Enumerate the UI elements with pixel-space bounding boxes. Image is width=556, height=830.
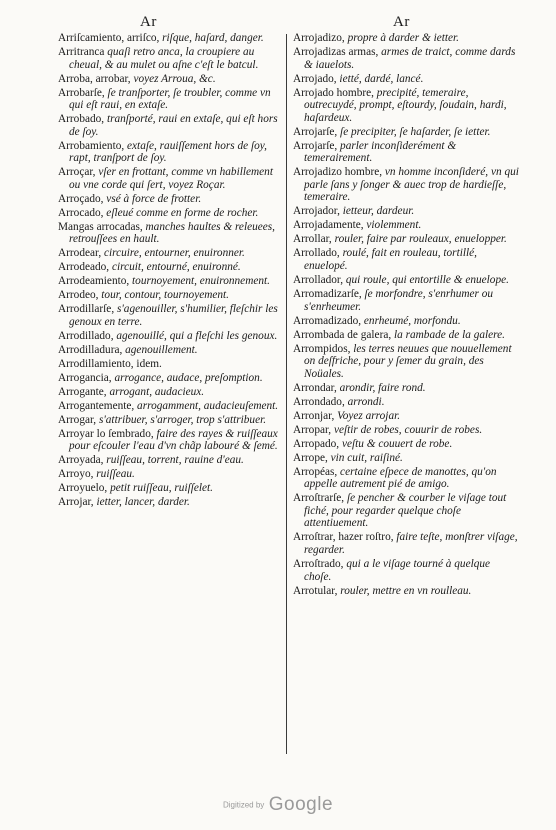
- entry-headword: Arrope,: [293, 451, 328, 464]
- dictionary-entry: [293, 233, 519, 246]
- dictionary-entry: [58, 289, 280, 302]
- dictionary-entry: [58, 207, 280, 220]
- dictionary-entry: [58, 193, 280, 206]
- entry-definition: precipité, temeraire, outrecuydé, prompt, eſtourdy, ſoudain, hardi, haſardeux.: [304, 86, 507, 124]
- dictionary-entry: [293, 466, 519, 491]
- entry-headword: Arrodillamiento, idem.: [58, 357, 162, 370]
- entry-headword: Arrompidos,: [293, 342, 351, 355]
- dictionary-entry: [58, 330, 280, 343]
- entry-definition: rouler, faire par rouleaux, enuelopper.: [331, 233, 507, 246]
- entry-headword: Arrojarſe,: [293, 139, 338, 152]
- dictionary-entry: [293, 219, 519, 232]
- entry-headword: Arrombada de galera,: [293, 328, 392, 341]
- entry-definition: ruiſſeau, torrent, rauine d'eau.: [103, 454, 244, 467]
- entry-definition: arrogant, audacieux.: [106, 385, 205, 398]
- entry-definition: circuire, entourner, enuironner.: [101, 247, 245, 260]
- entry-headword: Arrojado hombre,: [293, 86, 374, 99]
- entry-definition: , veſtu & couuert de robe.: [336, 437, 453, 450]
- entry-headword: Arrodeo,: [58, 289, 99, 302]
- entry-headword: Arropar,: [293, 423, 332, 436]
- dictionary-entry: [58, 32, 280, 45]
- entry-headword: Arrodillado: [58, 329, 111, 342]
- entry-headword: Arroyada,: [58, 454, 104, 467]
- dictionary-entry: [58, 303, 280, 328]
- entry-definition: voyez Arroua, &c.: [130, 72, 216, 85]
- entry-headword: Arrogantemente: [58, 399, 132, 412]
- entry-definition: tranſporté, raui en extaſe, qui eſt hors de ſoy.: [69, 113, 278, 138]
- entry-definition: vn homme inconſideré, vn qui parle ſans y ſonger & auec trop de hardieſſe, temeraire.: [304, 166, 519, 204]
- entry-headword: Arrollador,: [293, 273, 344, 286]
- entry-headword: Mangas arrocadas,: [58, 220, 143, 233]
- right-column: [293, 32, 519, 598]
- entry-headword: Arroçado,: [58, 192, 104, 205]
- dictionary-entry: [293, 343, 519, 381]
- dictionary-entry: [293, 140, 519, 165]
- column-divider: [286, 34, 287, 754]
- entry-definition: rouler, mettre en vn roulleau.: [337, 584, 472, 597]
- entry-headword: Arrobado,: [58, 113, 105, 126]
- entry-definition: arrondi.: [344, 395, 385, 408]
- entry-headword: Arroſtrarſe,: [293, 492, 345, 505]
- entry-definition: extaſe, rauiſſement hors de ſoy, rapt, tranſport de ſoy.: [69, 139, 267, 165]
- entry-definition: , agenouillé, qui a fleſchi les genoux.: [110, 329, 278, 342]
- entry-headword: Arrojado,: [293, 72, 337, 85]
- entry-definition: manches haultes & releuees, retrouſſees en hault.: [69, 220, 275, 246]
- entry-definition: ietté, dardé, lancé.: [336, 72, 424, 85]
- dictionary-entry: [293, 382, 519, 395]
- digitized-by-label: Digitized by: [222, 800, 265, 810]
- dictionary-entry: [293, 73, 519, 86]
- dictionary-entry: [58, 386, 280, 399]
- entry-headword: Arromadizarſe,: [293, 287, 362, 300]
- entry-headword: Arrodeado,: [58, 261, 110, 274]
- dictionary-entry: [58, 428, 280, 453]
- entry-definition: veſtir de robes, couurir de robes.: [331, 423, 483, 436]
- dictionary-entry: [293, 396, 519, 409]
- entry-definition: eſleué comme en forme de rocher.: [103, 206, 259, 219]
- dictionary-entry: [293, 205, 519, 218]
- entry-headword: Arrotular,: [293, 584, 338, 597]
- entry-headword: Arroçar,: [58, 166, 96, 179]
- entry-definition: vsé à force de frotter.: [103, 192, 202, 205]
- entry-definition: propre à darder & ietter.: [344, 32, 459, 44]
- dictionary-entry: [58, 496, 280, 509]
- entry-headword: Arrodeamiento,: [58, 275, 130, 288]
- entry-definition: ſe tranſporter, ſe troubler, comme vn qui eſt raui, en extaſe.: [69, 86, 271, 112]
- entry-definition: la rambade de la galere.: [391, 328, 505, 341]
- entry-definition: armes de traict, comme dards & iauelots.: [304, 45, 516, 71]
- dictionary-entry: [293, 315, 519, 328]
- entry-headword: Arrobamiento,: [58, 139, 125, 152]
- dictionary-entry: [58, 400, 280, 413]
- entry-headword: Arroſtrado,: [293, 557, 344, 570]
- entry-definition: tour, contour, tournoyement.: [98, 289, 230, 302]
- entry-headword: Arrogancia,: [58, 371, 112, 384]
- dictionary-entry: [58, 482, 280, 495]
- entry-definition: qui roule, qui entortille & enuelope.: [343, 273, 509, 286]
- dictionary-entry: [293, 329, 519, 342]
- dictionary-entry: [293, 46, 519, 71]
- entry-headword: Arroba, arrobar,: [58, 72, 131, 85]
- entry-definition: ruiſſeau.: [93, 468, 135, 481]
- dictionary-entry: [58, 73, 280, 86]
- entry-headword: Arrollado,: [293, 247, 340, 260]
- dictionary-entry: [293, 438, 519, 451]
- entry-headword: Arrogar,: [58, 413, 97, 426]
- dictionary-entry: [58, 414, 280, 427]
- entry-definition: violemment.: [363, 219, 422, 232]
- entry-definition: ſe morfondre, s'enrhumer ou s'enrheumer.: [304, 287, 494, 313]
- dictionary-entry: [58, 113, 280, 138]
- entry-headword: Arromadizado,: [293, 314, 362, 327]
- entry-definition: s'attribuer, s'arroger, trop s'attribuer.: [96, 413, 267, 426]
- dictionary-entry: [58, 140, 280, 165]
- entry-headword: Arrondado,: [293, 395, 345, 408]
- entry-definition: Voyez arrojar.: [334, 409, 401, 422]
- entry-definition: faire teſte, monſtrer viſage, regarder.: [304, 531, 518, 556]
- dictionary-entry: [293, 531, 519, 556]
- dictionary-entry: [293, 32, 519, 45]
- entry-definition: roulé, fait en rouleau, tortillé, enuelopé.: [304, 247, 477, 272]
- dictionary-entry: [293, 410, 519, 423]
- entry-definition: ſe pencher & courber le viſage tout fiché, pour regarder quelque choſe attentiuement.: [304, 492, 507, 530]
- entry-headword: Arrojadizo,: [293, 32, 345, 44]
- dictionary-entry: [58, 454, 280, 467]
- entry-headword: Arrodilladura,: [58, 343, 123, 356]
- entry-headword: Arrogante,: [58, 385, 107, 398]
- left-running-head: Ar: [140, 14, 157, 30]
- dictionary-entry: [58, 372, 280, 385]
- entry-definition: , riſque, haſard, danger.: [156, 32, 264, 44]
- entry-headword: Arrocado,: [58, 206, 104, 219]
- entry-definition: vin cuit, raiſiné.: [327, 451, 403, 464]
- dictionary-entry: [293, 558, 519, 583]
- entry-definition: faire des rayes & ruiſſeaux pour eſcouler l'eau d'vn chãp labouré & ſemé.: [69, 427, 278, 453]
- entry-definition: les terres neuues que nouuellement on deſfriche, pour y ſemer du grain, des Noüales.: [304, 342, 512, 380]
- dictionary-entry: [293, 492, 519, 530]
- right-running-head: Ar: [393, 14, 410, 30]
- entry-headword: Arrobarſe,: [58, 86, 105, 99]
- entry-definition: parler inconſiderément & temerairement.: [304, 139, 457, 165]
- entry-definition: tournoyement, enuironnement.: [129, 275, 270, 288]
- dictionary-entry: [58, 275, 280, 288]
- entry-headword: Arrojarſe,: [293, 125, 338, 138]
- dictionary-entry: [293, 126, 519, 139]
- entry-headword: Arrojadizo hombre,: [293, 166, 383, 179]
- entry-headword: Arrojador,: [293, 205, 340, 218]
- dictionary-entry: [58, 261, 280, 274]
- entry-definition: qui a le viſage tourné à quelque choſe.: [304, 557, 491, 583]
- dictionary-entry: [58, 247, 280, 260]
- entry-definition: s'agenouiller, s'humilier, fleſchir les genoux en terre.: [69, 303, 278, 328]
- dictionary-entry: [58, 46, 280, 71]
- dictionary-entry: [293, 585, 519, 598]
- digitized-footer: [0, 794, 556, 816]
- entry-headword: Arritranca: [58, 45, 105, 58]
- entry-definition: vſer en frottant, comme vn habillement ou vne corde qui ſert, voyez Roçar.: [69, 166, 273, 191]
- entry-definition: arrogance, audace, preſomption.: [111, 371, 263, 384]
- entry-headword: Arrojadizas armas,: [293, 45, 379, 58]
- entry-headword: Arrodear,: [58, 247, 102, 260]
- dictionary-entry: [293, 166, 519, 204]
- entry-definition: petit ruiſſeau, ruiſſelet.: [107, 482, 214, 495]
- entry-definition: enrheumé, morfondu.: [361, 314, 461, 327]
- entry-definition: ietteur, dardeur.: [339, 205, 415, 218]
- entry-headword: Arrollar,: [293, 233, 332, 246]
- entry-headword: Arriſcamiento, arriſco: [58, 32, 157, 44]
- entry-definition: ietter, lancer, darder.: [93, 496, 190, 509]
- left-column: [58, 32, 280, 510]
- dictionary-entry: [293, 424, 519, 437]
- entry-headword: Arropéas,: [293, 465, 338, 478]
- entry-headword: Arronjar,: [293, 409, 335, 422]
- dictionary-entry: [58, 166, 280, 191]
- entry-headword: Arrojadamente,: [293, 219, 364, 232]
- dictionary-entry: [293, 274, 519, 287]
- google-logo: Google: [268, 794, 334, 815]
- entry-headword: Arroyar lo ſembrado,: [58, 427, 154, 440]
- dictionary-entry: [58, 468, 280, 481]
- entry-definition: circuit, entourné, enuironné.: [109, 261, 241, 274]
- entry-definition: certaine eſpece de manottes, qu'on appelle autrement pié de amigo.: [304, 465, 497, 491]
- entry-headword: Arroyo,: [58, 468, 94, 481]
- entry-headword: Arroſtrar, hazer roſtro,: [293, 531, 394, 544]
- entry-definition: agenouillement.: [122, 343, 198, 356]
- dictionary-entry: [58, 87, 280, 112]
- dictionary-entry: [293, 452, 519, 465]
- entry-definition: arondir, faire rond.: [336, 381, 426, 394]
- dictionary-entry: [58, 221, 280, 246]
- dictionary-entry: [58, 358, 280, 371]
- entry-headword: Arrojar,: [58, 496, 94, 509]
- dictionary-entry: [58, 344, 280, 357]
- entry-definition: , arrogamment, audacieuſement.: [131, 399, 279, 412]
- entry-headword: Arrodillarſe,: [58, 303, 115, 316]
- entry-headword: Arropado: [293, 437, 337, 450]
- entry-headword: Arrondar,: [293, 381, 337, 394]
- dictionary-entry: [293, 87, 519, 125]
- entry-definition: quaſi retro anca, la croupiere au cheual, & au mulet ou aſne c'eſt le batcul.: [69, 45, 259, 71]
- entry-headword: Arroyuelo,: [58, 482, 108, 495]
- entry-definition: ſe precipiter, ſe haſarder, ſe ietter.: [337, 125, 491, 138]
- dictionary-entry: [293, 247, 519, 272]
- dictionary-entry: [293, 288, 519, 313]
